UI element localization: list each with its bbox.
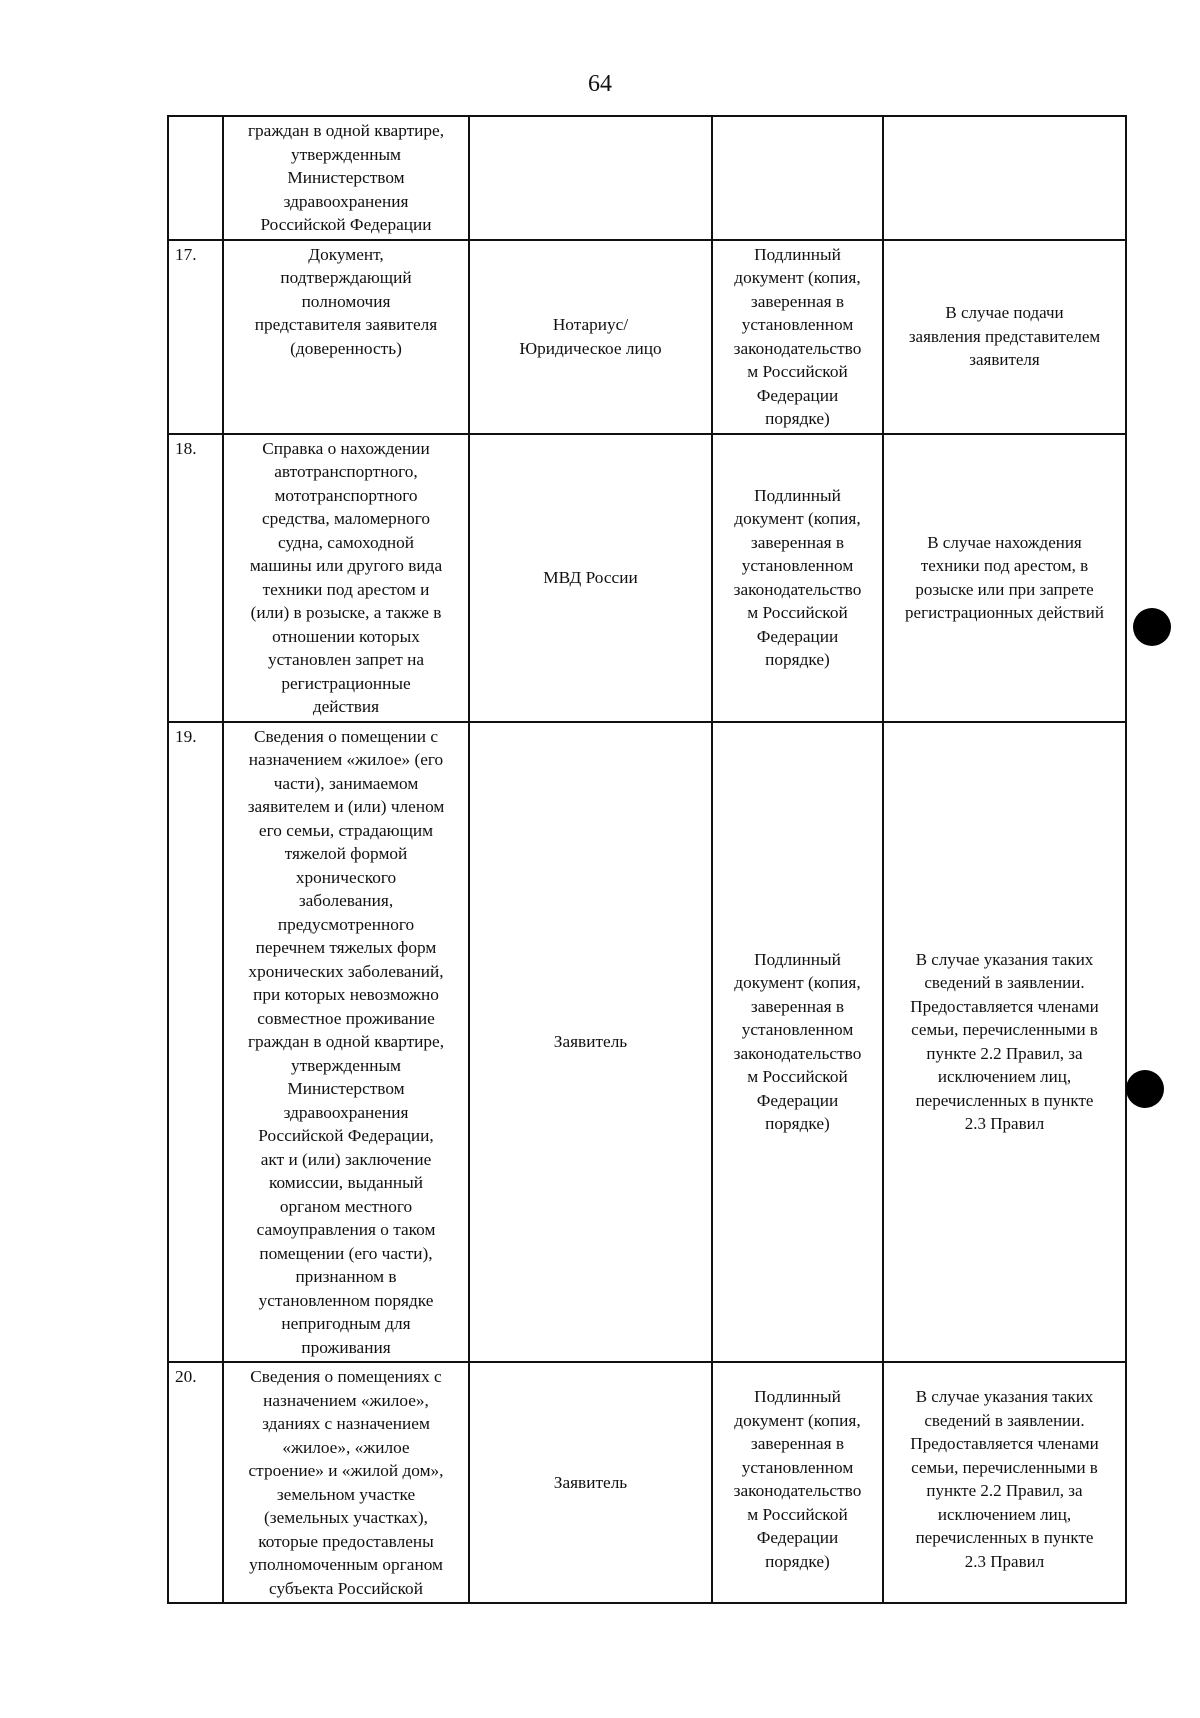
table-row xyxy=(168,116,1126,240)
condition-cell: В случае подачи заявления представителем заявителя xyxy=(883,240,1126,434)
row-number-cell: 19. xyxy=(168,722,223,1363)
table-row xyxy=(168,722,1126,1363)
issuer-cell: Заявитель xyxy=(469,722,712,1363)
document-name-cell: Справка о нахождении автотранспортного, мототранспортного средства, маломерного судна, самоходной машины или другого вида техники под арестом и (или) в розыске, а также в отношении которых установлен запрет на регистрационные действия xyxy=(223,434,469,722)
punch-hole-mark xyxy=(1126,1070,1164,1108)
row-number-cell: 20. xyxy=(168,1362,223,1603)
document-name-cell: Сведения о помещениях с назначением «жилое», зданиях с назначением «жилое», «жилое строение» и «жилой дом», земельном участке (земельных участках), которые предоставлены уполномоченным органом субъекта Российской xyxy=(223,1362,469,1603)
document-form-cell xyxy=(712,116,883,240)
punch-hole-mark xyxy=(1133,608,1171,646)
row-number-cell: 17. xyxy=(168,240,223,434)
condition-cell: В случае указания таких сведений в заявлении. Предоставляется членами семьи, перечисленными в пункте 2.2 Правил, за исключением лиц, перечисленных в пункте 2.3 Правил xyxy=(883,1362,1126,1603)
document-form-cell: Подлинный документ (копия, заверенная в установленном законодательство м Российской Федерации порядке) xyxy=(712,434,883,722)
table-row xyxy=(168,434,1126,722)
documents-table xyxy=(167,115,1127,1604)
document-form-cell: Подлинный документ (копия, заверенная в установленном законодательство м Российской Федерации порядке) xyxy=(712,240,883,434)
page-number: 64 xyxy=(588,71,612,97)
condition-cell xyxy=(883,116,1126,240)
document-name-cell: Документ, подтверждающий полномочия представителя заявителя (доверенность) xyxy=(223,240,469,434)
document-form-cell: Подлинный документ (копия, заверенная в установленном законодательство м Российской Федерации порядке) xyxy=(712,722,883,1363)
condition-cell: В случае нахождения техники под арестом, в розыске или при запрете регистрационных действий xyxy=(883,434,1126,722)
row-number-cell: 18. xyxy=(168,434,223,722)
issuer-cell: МВД России xyxy=(469,434,712,722)
row-number-cell xyxy=(168,116,223,240)
document-name-cell: граждан в одной квартире, утвержденным Министерством здравоохранения Российской Федерации xyxy=(223,116,469,240)
condition-cell: В случае указания таких сведений в заявлении. Предоставляется членами семьи, перечисленными в пункте 2.2 Правил, за исключением лиц, перечисленных в пункте 2.3 Правил xyxy=(883,722,1126,1363)
table-row xyxy=(168,240,1126,434)
document-name-cell: Сведения о помещении с назначением «жилое» (его части), занимаемом заявителем и (или) членом его семьи, страдающим тяжелой формой хронического заболевания, предусмотренного перечнем тяжелых форм хронических заболеваний, при которых невозможно совместное проживание граждан в одной квартире, утвержденным Министерством здравоохранения Российской Федерации, акт и (или) заключение комиссии, выданный органом местного самоуправления о таком помещении (его части), признанном в установленном порядке непригодным для проживания xyxy=(223,722,469,1363)
issuer-cell xyxy=(469,116,712,240)
table-row xyxy=(168,1362,1126,1603)
issuer-cell: Нотариус/ Юридическое лицо xyxy=(469,240,712,434)
issuer-cell: Заявитель xyxy=(469,1362,712,1603)
document-form-cell: Подлинный документ (копия, заверенная в установленном законодательство м Российской Федерации порядке) xyxy=(712,1362,883,1603)
